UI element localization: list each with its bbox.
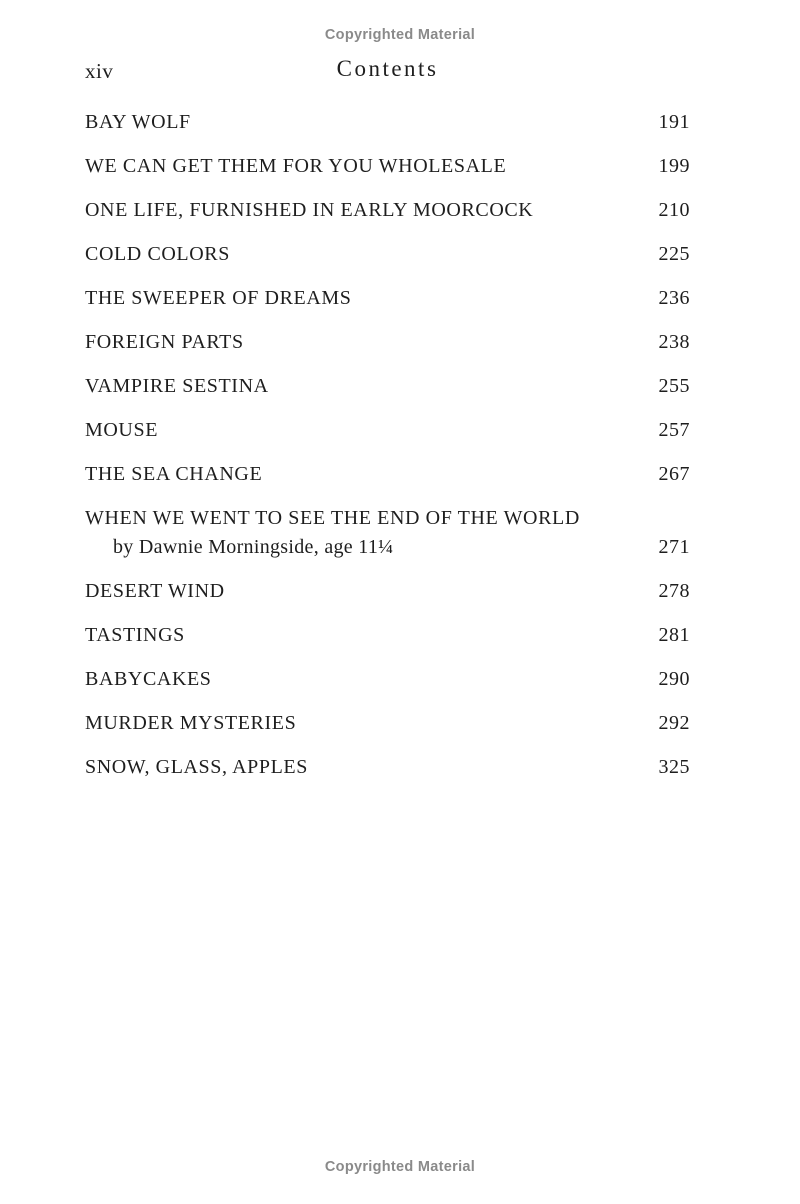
toc-entry bbox=[85, 755, 690, 780]
toc-entry-title: DESERT WIND bbox=[85, 580, 225, 602]
toc-entry-page: 325 bbox=[658, 756, 690, 778]
toc-entry-page: 292 bbox=[658, 712, 690, 734]
toc-entry-title: WHEN WE WENT TO SEE THE END OF THE WORLD bbox=[85, 507, 580, 529]
running-head-title: Contents bbox=[336, 56, 439, 81]
toc-entry-page: 278 bbox=[658, 580, 690, 602]
folio-page-number: xiv bbox=[85, 59, 114, 83]
toc-entry bbox=[85, 623, 690, 648]
toc-entry bbox=[85, 286, 690, 311]
toc-entry-page: 257 bbox=[658, 419, 690, 441]
toc-entry bbox=[85, 330, 690, 355]
toc-entry-line bbox=[85, 198, 690, 223]
copyright-notice-bottom: Copyrighted Material bbox=[324, 1159, 476, 1175]
toc-entry bbox=[85, 110, 690, 135]
toc-entry-title: THE SWEEPER OF DREAMS bbox=[85, 287, 352, 309]
toc-entry bbox=[85, 667, 690, 692]
toc-entry-title: BAY WOLF bbox=[85, 111, 191, 133]
toc-entry bbox=[85, 418, 690, 443]
toc-entry-line bbox=[85, 667, 690, 692]
toc-entry-page: 290 bbox=[658, 668, 690, 690]
toc-entry-line bbox=[85, 418, 690, 443]
toc-entry-title: VAMPIRE SESTINA bbox=[85, 375, 269, 397]
toc-entry-title: THE SEA CHANGE bbox=[85, 463, 263, 485]
toc-entry-line bbox=[85, 154, 690, 179]
toc-entry-page: 225 bbox=[658, 243, 690, 265]
toc-entry-page: 238 bbox=[658, 331, 690, 353]
toc-entry-title: WE CAN GET THEM FOR YOU WHOLESALE bbox=[85, 155, 507, 177]
toc-entry-title: FOREIGN PARTS bbox=[85, 331, 244, 353]
copyright-notice-top: Copyrighted Material bbox=[324, 27, 476, 43]
toc-entry-page: 281 bbox=[658, 624, 690, 646]
toc-entry bbox=[85, 462, 690, 487]
toc-entry-page: 236 bbox=[658, 287, 690, 309]
toc-entry bbox=[85, 154, 690, 179]
toc-entry-line bbox=[85, 755, 690, 780]
toc-entry-page: 191 bbox=[658, 111, 690, 133]
toc-entry bbox=[85, 374, 690, 399]
toc-entry-page: 267 bbox=[658, 463, 690, 485]
toc-entry-title: TASTINGS bbox=[85, 624, 185, 646]
toc-entry bbox=[85, 198, 690, 223]
toc-entry-line bbox=[85, 330, 690, 355]
toc-entry-line bbox=[85, 462, 690, 487]
toc-entry-line bbox=[85, 711, 690, 736]
toc-entry-title: ONE LIFE, FURNISHED IN EARLY MOORCOCK bbox=[85, 199, 534, 221]
toc-entry-line bbox=[85, 623, 690, 648]
toc-entry-title: SNOW, GLASS, APPLES bbox=[85, 756, 308, 778]
toc-entry-line bbox=[85, 374, 690, 399]
toc-entry-line bbox=[85, 506, 690, 531]
toc-entry-line bbox=[85, 579, 690, 604]
toc-entry-title: BABYCAKES bbox=[85, 668, 212, 690]
toc-entry-page: 199 bbox=[658, 155, 690, 177]
toc-entry bbox=[85, 579, 690, 604]
toc-entry-page: 255 bbox=[658, 375, 690, 397]
toc-entry bbox=[85, 711, 690, 736]
toc-entry-page: 271 bbox=[658, 536, 690, 558]
toc-entry bbox=[85, 242, 690, 267]
toc-entry-title: MOUSE bbox=[85, 419, 159, 441]
toc-entry bbox=[85, 506, 690, 560]
toc-entry-subline bbox=[85, 535, 690, 560]
toc-entry-line bbox=[85, 242, 690, 267]
toc-entry-title: MURDER MYSTERIES bbox=[85, 712, 297, 734]
toc-entry-subtitle: by Dawnie Morningside, age 11¼ bbox=[113, 536, 394, 558]
toc-entry-title: COLD COLORS bbox=[85, 243, 230, 265]
toc-entry-page: 210 bbox=[658, 199, 690, 221]
toc-entry-line bbox=[85, 110, 690, 135]
page-header bbox=[85, 56, 690, 84]
table-of-contents bbox=[85, 110, 690, 799]
toc-entry-line bbox=[85, 286, 690, 311]
